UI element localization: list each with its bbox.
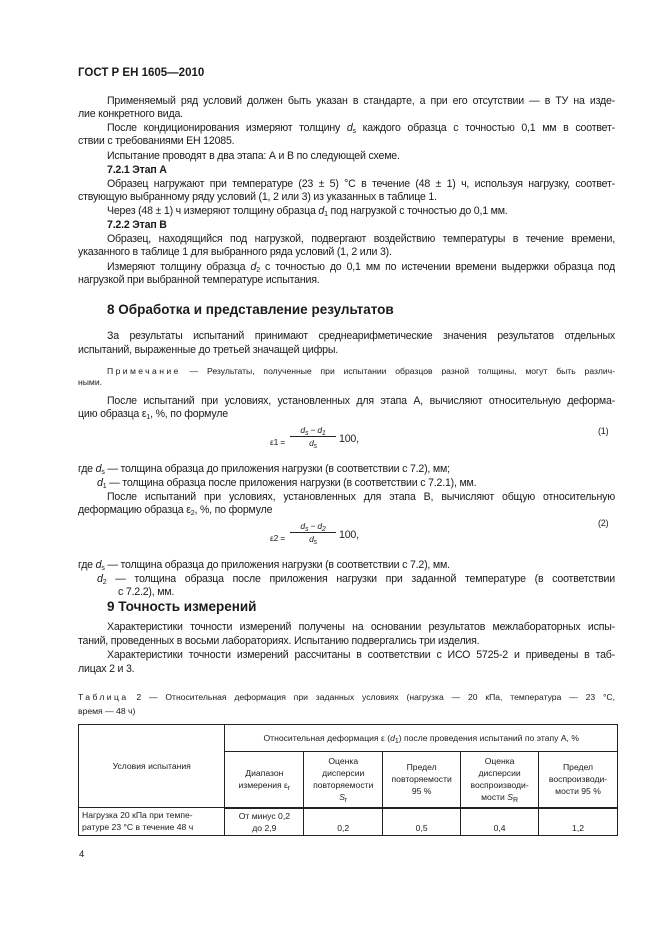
paragraph-line: Применяемый ряд условий должен быть указан в стандарте, а при его отсутствии — в ТУ на изде- — [107, 95, 615, 107]
text: — толщина образца до приложения нагрузки (в соответствии с 7.2), мм; — [104, 463, 450, 475]
text: От минус 0,2 — [238, 810, 290, 821]
paragraph-line: Испытание проводят в два этапа: А и В по следующей схеме. — [107, 150, 400, 162]
paragraph-line: Образец, находящийся под нагрузкой, подвергают воздействию температуры в течение времени, — [107, 233, 615, 245]
cell-repr-var: 0,4 — [461, 808, 539, 836]
cell-rep-limit: 0,5 — [383, 808, 461, 836]
subscript: 2 — [273, 533, 279, 543]
var-d: d — [346, 122, 353, 134]
subscript: s — [304, 430, 309, 437]
equation-number-2: (2) — [598, 518, 609, 528]
var-S: S — [507, 792, 513, 803]
text: Нагрузка 20 кПа при темпе- — [82, 810, 193, 821]
table-row — [79, 808, 618, 836]
fraction — [290, 521, 336, 544]
definition-line — [78, 463, 615, 476]
paragraph-line: нагрузкой при выбранной температуре испытания. — [78, 274, 320, 286]
numerator — [290, 521, 336, 533]
definition-line — [78, 559, 615, 572]
text: Через (48 ± 1) ч измеряют толщину образца — [107, 205, 319, 217]
text: каждого образца с точностью 0,1 мм в соответ- — [355, 122, 615, 134]
minus: − — [308, 521, 318, 531]
text: Оценка дисперсии воспроизводи-мости — [470, 756, 529, 803]
paragraph-line: испытаний, выраженные до третьей значащей цифры. — [78, 344, 339, 356]
paragraph-line: Характеристики точности измерений получены на основании результатов межлабораторных испы- — [107, 621, 615, 633]
text: После кондиционирования измеряют толщину — [107, 122, 347, 134]
var-d: d — [250, 261, 257, 273]
subscript: 1 — [146, 414, 151, 421]
subscript: 1 — [394, 738, 399, 745]
subscript: 1 — [324, 211, 328, 218]
text: ) после проведения испытаний по этапу А, % — [398, 733, 579, 743]
subscript: s — [352, 128, 356, 135]
var-d: d — [95, 559, 102, 571]
paragraph-line: За результаты испытаний принимают среднеарифметические значения результатов отдельных — [107, 330, 615, 342]
text: под нагрузкой с точностью до 0,1 мм. — [327, 205, 508, 217]
var-d: d — [300, 425, 305, 435]
document-header: ГОСТ Р ЕН 1605—2010 — [78, 67, 205, 79]
definition-line: с 7.2.2), мм. — [118, 586, 175, 598]
paragraph-line — [107, 261, 615, 274]
equals: = — [278, 533, 286, 543]
equation-number-1: (1) — [598, 426, 609, 436]
table-caption: время — 48 ч) — [78, 706, 136, 716]
denominator — [290, 533, 336, 544]
text: где — [78, 463, 96, 475]
header-rep-var — [304, 752, 383, 808]
cell-range — [225, 808, 304, 836]
var-d: d — [317, 425, 322, 435]
formula-2 — [270, 521, 390, 557]
subscript: r — [287, 785, 291, 793]
paragraph-line: После испытаний при условиях, установленных для этапа А, вычисляют относительную деформа- — [107, 395, 615, 407]
table-2 — [78, 724, 618, 836]
paragraph-line: лие конкретного вида. — [78, 108, 183, 120]
cell-repr-limit: 1,2 — [539, 808, 618, 836]
definition-line — [97, 573, 615, 586]
note-label: Примечание — [107, 366, 181, 376]
subscript: s — [101, 565, 105, 572]
header-repr-limit: Предел воспроизводи-мости 95 % — [539, 752, 618, 808]
var-epsilon: ε — [270, 437, 274, 447]
text: где — [78, 559, 96, 571]
paragraph-line: лицах 2 и 3. — [78, 663, 135, 675]
var-d: d — [97, 573, 103, 585]
fraction — [290, 425, 336, 448]
paragraph-line — [78, 408, 615, 421]
header-repr-var — [461, 752, 539, 808]
section-heading-8: 8 Обработка и представление результатов — [107, 302, 394, 317]
subscript: 2 — [321, 526, 326, 533]
var-epsilon: ε — [141, 408, 147, 420]
text: — толщина образца до приложения нагрузки (в соответствии с 7.2), мм. — [104, 559, 450, 571]
paragraph-line: Характеристики точности измерений рассчитаны в соответствии с ИСО 5725-2 и приведены в таб- — [107, 649, 615, 661]
paragraph-line — [107, 205, 615, 218]
formula-lhs — [270, 437, 285, 447]
page-number: 4 — [79, 849, 85, 860]
var-d: d — [317, 521, 322, 531]
subsection-heading-7-2-2: 7.2.2 Этап В — [107, 219, 167, 231]
note-line: ными. — [78, 377, 103, 387]
text: Относительная деформация ε ( — [263, 733, 391, 743]
paragraph-line — [107, 122, 615, 135]
minus: − — [308, 425, 318, 435]
var-d: d — [95, 463, 102, 475]
subsection-heading-7-2-1: 7.2.1 Этап А — [107, 164, 167, 176]
subscript: 2 — [190, 510, 195, 517]
header-group — [225, 725, 618, 752]
text: Диапазон измерения ε — [238, 768, 288, 791]
subscript: 1 — [321, 430, 326, 437]
subscript: s — [313, 539, 317, 546]
subscript: s — [313, 443, 317, 450]
equals: = — [278, 437, 286, 447]
var-d: d — [309, 438, 314, 448]
var-d: d — [390, 733, 395, 743]
var-d: d — [318, 205, 325, 217]
text: 2 — Относительная деформация при заданных условиях (нагрузка — 20 кПа, температура — 23 °С, — [128, 692, 615, 702]
paragraph-line — [78, 504, 615, 517]
paragraph-line: Образец нагружают при температуре (23 ± 5) °С в течение (48 ± 1) ч, используя нагрузку, соответ- — [107, 178, 615, 190]
paragraph-line: таний, проведенных в восьми лабораториях. Испытанию подвергались три изделия. — [78, 635, 480, 647]
text: , %, по формуле — [150, 408, 228, 420]
numerator — [290, 425, 336, 437]
subscript: R — [512, 797, 519, 805]
text: — Результаты, полученные при испытании образцов разной толщины, могут быть различ- — [180, 366, 615, 376]
table-caption — [78, 691, 615, 704]
var-epsilon: ε — [186, 504, 191, 516]
subscript: 2 — [102, 579, 107, 586]
denominator — [290, 437, 336, 448]
coefficient: 100, — [339, 433, 359, 445]
formula-1 — [270, 425, 390, 461]
var-epsilon: ε — [270, 533, 274, 543]
var-d: d — [309, 534, 314, 544]
subscript: s — [304, 526, 309, 533]
text: Измеряют толщину образца — [107, 261, 251, 273]
subscript: 1 — [102, 483, 107, 490]
var-d: d — [97, 477, 103, 489]
cell-rep-var: 0,2 — [304, 808, 383, 836]
subscript: 2 — [256, 267, 260, 274]
var-d: d — [300, 521, 305, 531]
header-rep-limit: Предел повторяемости 95 % — [383, 752, 461, 808]
definition-line — [97, 477, 634, 490]
header-range — [225, 752, 304, 808]
paragraph-line: После испытаний при условиях, установленных для этапа В, вычисляют общую относительную — [107, 491, 615, 503]
text: — толщина образца после приложения нагрузки (в соответствии с 7.2.1), мм. — [106, 477, 477, 489]
text: Оценка дисперсии повторяемости — [313, 756, 374, 791]
text: — толщина образца после приложения нагрузки при заданной температуре (в соответствии — [106, 573, 615, 585]
subscript: r — [344, 797, 348, 805]
paragraph-line: указанного в таблице 1 для выбранного ряда условий (1, 2 или 3). — [78, 246, 392, 258]
text: с точностью до 0,1 мм по истечении времени выдержки образца под — [259, 261, 615, 273]
subscript: 1 — [273, 437, 279, 447]
paragraph-line: ствии с требованиями ЕН 12085. — [78, 135, 235, 147]
text: ратуре 23 °С в течение 48 ч — [82, 822, 194, 833]
subscript: s — [101, 469, 105, 476]
text: деформацию образца — [78, 504, 187, 516]
var-S: S — [339, 792, 345, 803]
text: , %, по формуле — [194, 504, 273, 516]
paragraph-line: ствующую выбранному ряду условий (1, 2 или 3) из указанных в таблице 1. — [78, 191, 437, 203]
cell-conditions — [79, 808, 225, 836]
caption-label: Таблица — [78, 692, 129, 702]
coefficient: 100, — [339, 529, 359, 541]
formula-lhs — [270, 533, 285, 543]
text: до 2,9 — [252, 822, 277, 833]
section-heading-9: 9 Точность измерений — [107, 599, 257, 614]
header-conditions: Условия испытания — [79, 725, 225, 808]
text: цию образца — [78, 408, 142, 420]
